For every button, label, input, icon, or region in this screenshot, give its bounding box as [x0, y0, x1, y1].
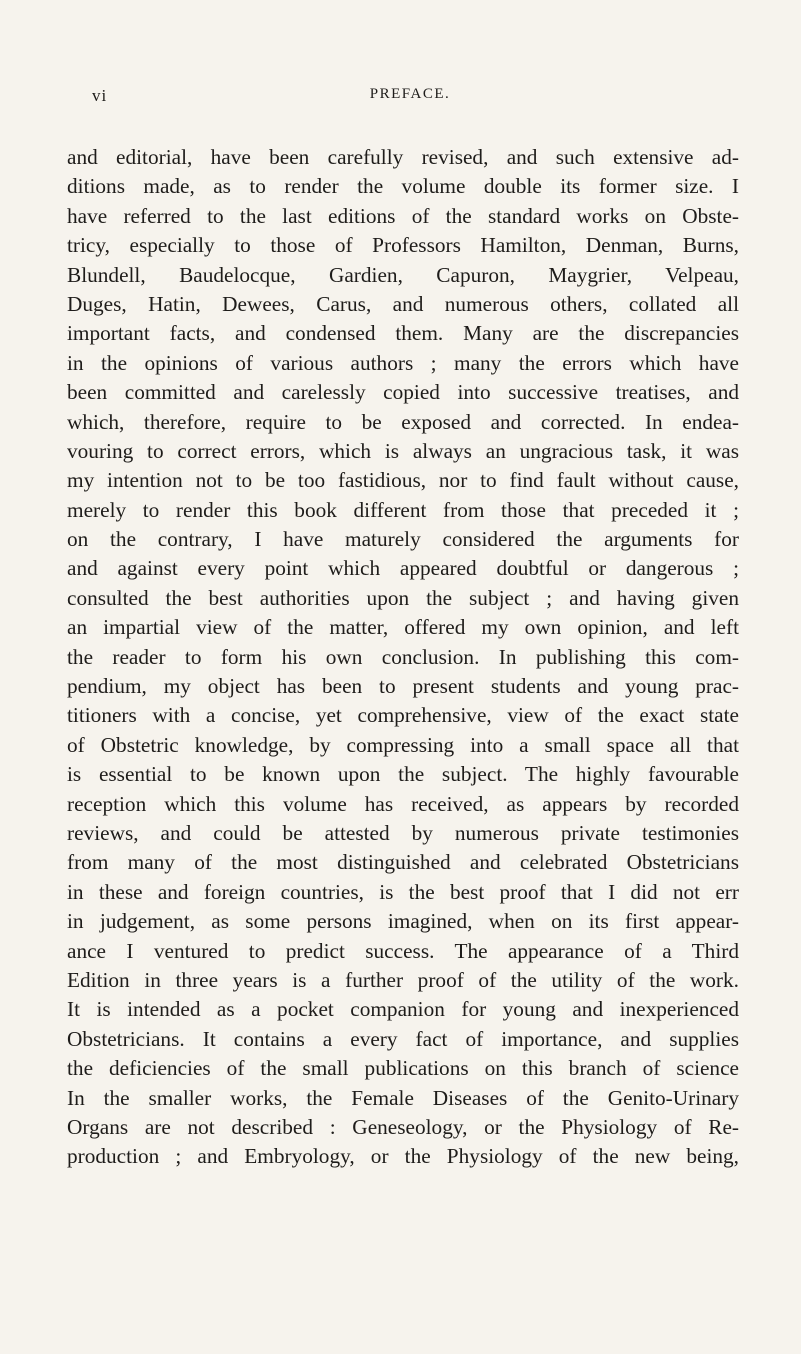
text-line: and editorial, have been carefully revised, and such extensive ad-: [67, 145, 739, 169]
text-line: Blundell, Baudelocque, Gardien, Capuron, Maygrier, Velpeau,: [67, 262, 739, 287]
text-line: In the smaller works, the Female Diseases of the Genito-Urinary: [67, 1085, 739, 1110]
text-line: important facts, and condensed them. Many are the discrepancies: [67, 321, 739, 346]
text-line: have referred to the last editions of the standard works on Obste-: [67, 203, 739, 228]
text-line: titioners with a concise, yet comprehensive, view of the exact state: [67, 703, 739, 728]
text-line: consulted the best authorities upon the subject ; and having given: [67, 585, 739, 610]
text-line: vouring to correct errors, which is always an ungracious task, it was: [67, 438, 739, 463]
text-line: reviews, and could be attested by numerous private testimonies: [67, 820, 739, 845]
text-line: Duges, Hatin, Dewees, Carus, and numerous others, collated all: [67, 291, 739, 316]
text-line: is essential to be known upon the subject. The highly favourable: [67, 762, 739, 787]
text-line: Edition in three years is a further proof of the utility of the work.: [67, 967, 739, 992]
text-line: which, therefore, require to be exposed and corrected. In endea-: [67, 409, 739, 434]
body-text: [67, 143, 739, 1172]
text-line: from many of the most distinguished and celebrated Obstetricians: [67, 850, 739, 875]
text-line: in these and foreign countries, is the best proof that I did not err: [67, 879, 739, 904]
text-line: the deficiencies of the small publications on this branch of science: [67, 1056, 739, 1081]
text-line: ance I ventured to predict success. The appearance of a Third: [67, 938, 739, 963]
text-line: in judgement, as some persons imagined, when on its first appear-: [67, 909, 739, 934]
running-head: [92, 86, 708, 110]
running-title: PREFACE.: [369, 86, 451, 102]
text-line: and against every point which appeared doubtful or dangerous ;: [67, 556, 739, 581]
text-line: pendium, my object has been to present students and young prac-: [67, 674, 739, 699]
text-line: merely to render this book different from those that preceded it ;: [67, 497, 739, 522]
text-line: been committed and carelessly copied into successive treatises, and: [67, 380, 739, 405]
text-line: in the opinions of various authors ; many the errors which have: [67, 350, 739, 375]
page-number: vi: [92, 86, 108, 105]
text-line: my intention not to be too fastidious, nor to find fault without cause,: [67, 468, 739, 493]
text-line: of Obstetric knowledge, by compressing into a small space all that: [67, 732, 739, 757]
text-line: reception which this volume has received, as appears by recorded: [67, 791, 739, 816]
text-line: ditions made, as to render the volume double its former size. I: [67, 174, 739, 199]
text-line: Organs are not described : Geneseology, or the Physiology of Re-: [67, 1114, 739, 1139]
text-line: an impartial view of the matter, offered my own opinion, and left: [67, 615, 739, 640]
text-line: on the contrary, I have maturely considered the arguments for: [67, 527, 739, 552]
text-line: tricy, especially to those of Professors Hamilton, Denman, Burns,: [67, 233, 739, 258]
text-line: the reader to form his own conclusion. In publishing this com-: [67, 644, 739, 669]
text-line: It is intended as a pocket companion for young and inexperienced: [67, 997, 739, 1022]
text-line: production ; and Embryology, or the Physiology of the new being,: [67, 1144, 739, 1169]
text-line: Obstetricians. It contains a every fact of importance, and supplies: [67, 1026, 739, 1051]
